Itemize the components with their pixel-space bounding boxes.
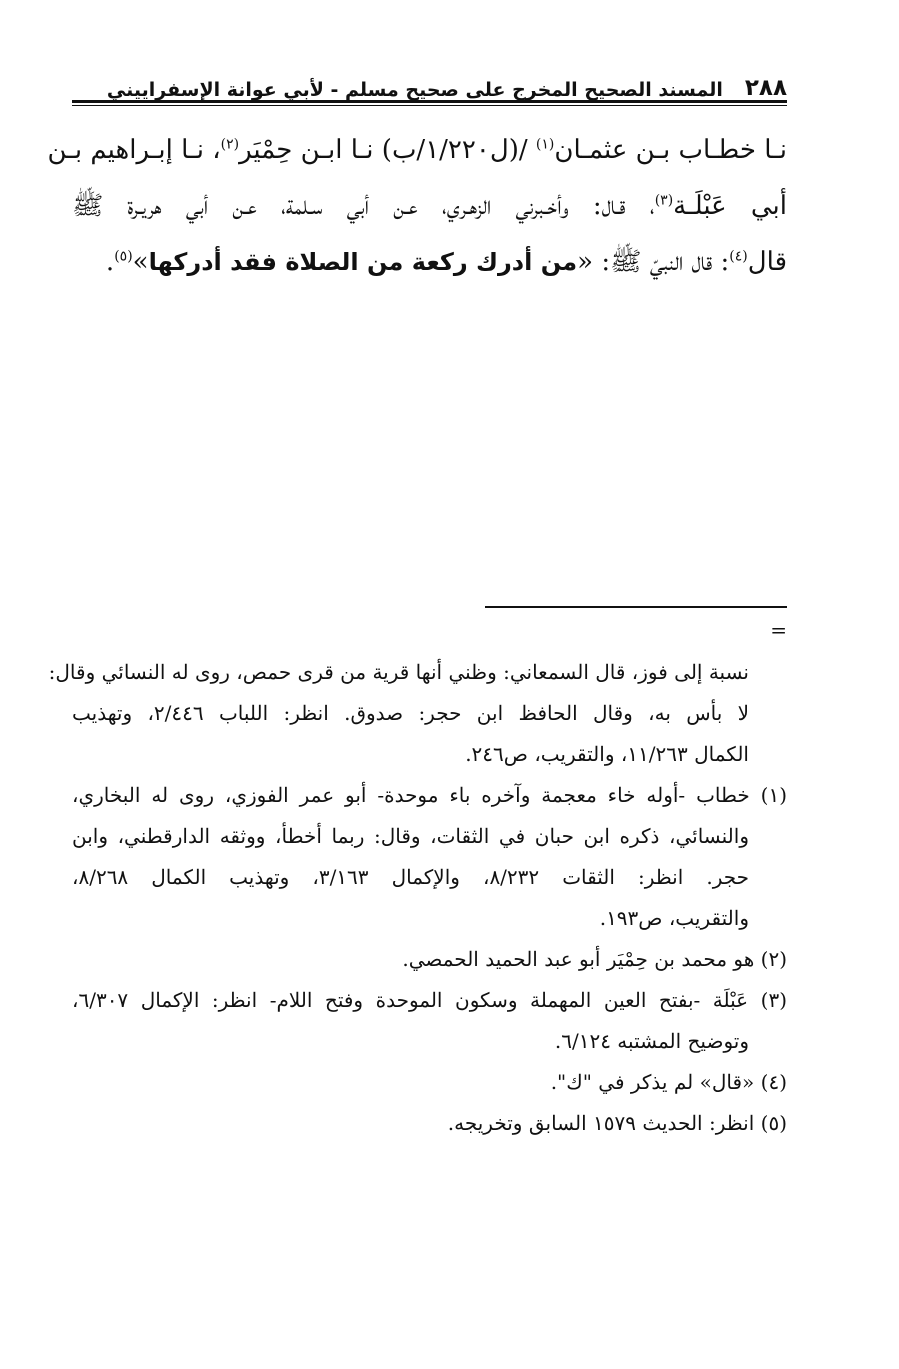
footnote-ref-5: (٥) [114,248,133,265]
footnote-ref-3: (٣) [654,192,674,209]
main-text-segment: ، نـا إبـراهيم بـن [47,135,221,165]
footnote-3 [72,980,787,1062]
footnote-line: (٢) هو محمد بن حِمْيَر أبو عبد الحميد الحمصي. [402,947,787,971]
footnote-line: نسبة إلى فوز، قال السمعاني: وظني أنها قرية من قرى حمص، روى له النسائي وقال: [48,660,749,684]
running-title: المسند الصحيح المخرج على صحيح مسلم - لأبي عوانة الإسفراييني [106,79,723,101]
main-text-segment: ، قـال: وأخـبرني الزهـري، عـن أبي سـلمة، عـن أبي هريـرة ﷺ [72,191,655,221]
footnote-continuation [48,652,787,775]
main-line-1 [47,122,787,178]
main-line-3 [72,234,787,290]
footnote-separator [485,606,787,608]
footnote-line: والنسائي، ذكره ابن حبان في الثقات، وقال: ربما أخطأ، ووثقه الدارقطني، وابن [72,824,749,848]
main-text-segment: نـا خطـاب بـن عثمـان [554,135,787,165]
footnote-ref-1: (١) [535,136,555,153]
footnote-line: الكمال ١١/٢٦٣، والتقريب، ص٢٤٦. [465,742,749,766]
footnote-line: حجر. انظر: الثقات ٨/٢٣٢، والإكمال ٣/١٦٣، وتهذيب الكمال ٨/٢٦٨، [72,865,750,889]
footnote-2 [72,939,787,980]
header-rule [72,100,787,103]
main-text-segment: قال [747,247,787,277]
main-text-segment: : قال النبيّ ﷺ: « [577,247,730,277]
footnote-line: وتوضيح المشتبه ٦/١٢٤. [554,1029,749,1053]
main-text-segment: /(ل١/٢٢٠/ب) نـا ابـن حِمْيَر [239,135,536,165]
footnote-5 [72,1103,787,1144]
main-text-segment: » [132,247,149,277]
footnote-4 [72,1062,787,1103]
footnote-line: والتقريب، ص١٩٣. [599,906,749,930]
footnote-line: (٤) «قال» لم يذكر في "ك". [550,1070,787,1094]
footnote-ref-4: (٤) [729,248,748,265]
footnote-continuation-mark: = [770,618,787,642]
footnote-line: لا بأس به، وقال الحافظ ابن حجر: صدوق. انظر: اللباب ٢/٤٤٦، وتهذيب [72,701,749,725]
main-text [47,122,787,290]
footnote-line: (٣) عَبْلَة -بفتح العين المهملة وسكون الموحدة وفتح اللام- انظر: الإكمال ٦/٣٠٧، [72,988,787,1012]
footnote-ref-2: (٢) [220,136,240,153]
footnote-1 [72,775,787,939]
main-line-2 [72,178,787,234]
header-rule-thin [72,105,787,106]
page-number: ٢٨٨ [744,75,787,101]
hadith-text: من أدرك ركعة من الصلاة فقد أدركها [148,248,578,276]
footnote-line: (١) خطاب -أوله خاء معجمة وآخره باء موحدة- أبو عمر الفوزي، روى له البخاري، [72,783,787,807]
main-text-segment: أبي عَبْلَـة [673,191,787,221]
footnotes [48,652,787,1144]
page-header [72,64,787,100]
footnote-line: (٥) انظر: الحديث ١٥٧٩ السابق وتخريجه. [447,1111,787,1135]
main-text-segment: . [105,247,115,277]
